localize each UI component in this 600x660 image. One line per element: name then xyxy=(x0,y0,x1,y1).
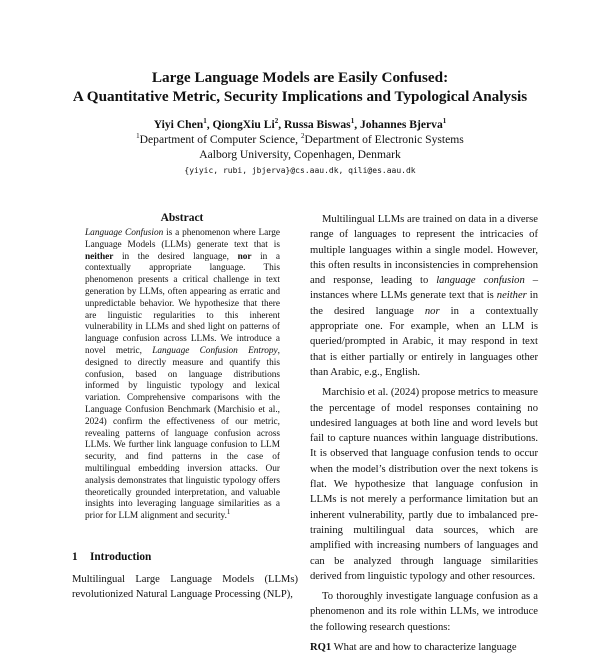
introduction-text-left: Multilingual Large Language Models (LLMs) revolutionized Natural Language Processing (NLP), xyxy=(72,574,298,600)
author: Russa Biswas$^1$ xyxy=(284,117,355,131)
affiliation-departments: $^1$Department of Computer Science, $^2$Department of Electronic Systems xyxy=(136,132,464,146)
author: Yiyi Chen$^1$ xyxy=(153,117,207,131)
title-line-1: Large Language Models are Easily Confused: xyxy=(151,69,449,86)
author-list: Yiyi Chen$^1$, QiongXiu Li$^2$, Russa Biswas$^1$, Johannes Bjerva$^1$ xyxy=(153,117,447,131)
right-column-text xyxy=(310,212,538,660)
author: QiongXiu Li$^2$ xyxy=(212,117,279,131)
abstract-heading: Abstract xyxy=(160,212,204,224)
footnote-mark: 1 xyxy=(226,508,231,517)
title-line-2: A Quantitative Metric, Security Implications and Typological Analysis xyxy=(72,88,528,105)
affiliation-university: Aalborg University, Copenhagen, Denmark xyxy=(199,148,401,161)
author-emails: {yiyic, rubi, jbjerva}@cs.aau.dk, qili@es.aau.dk xyxy=(184,166,416,175)
paragraph: To thoroughly investigate language confusion as a phenomenon and its role within LLMs, we introduce the following research questions: xyxy=(310,591,538,633)
paragraph: Multilingual LLMs are trained on data in a diverse range of languages to represent the intricacies of multiple languages within a single model. However, this often results in inconsistencies in comprehension and response, leading to language confusion – instances where LLMs generate text that is neither in the desired language nor in a contextually appropriate one. For example, when an LLM is queried/prompted in Arabic, it may respond in text that is either partially or entirely in languages other than Arabic, e.g., English. xyxy=(310,214,538,378)
paper-title xyxy=(0,68,600,106)
research-question: RQ1 What are and how to characterize language xyxy=(310,642,517,654)
abstract-body: Language Confusion is a phenomenon where Large Language Models (LLMs) generate text that is neither in the desired language, nor in a contextually appropriate language. This phenomenon presents a critical challenge in text generation by LLMs, often appearing as erratic and unpredictable behavior. We hypothesize that there are linguistic regularities to this inherent vulnerability in LLMs and shed light on patterns of language confusion across LLMs. We introduce a novel metric, Language Confusion Entropy, designed to directly measure and quantify this confusion, based on language distributions informed by linguistic typology and lexical variation. Comprehensive comparisons with the Language Confusion Benchmark (Marchisio et al., 2024) confirm the effectiveness of our metric, revealing patterns of language confusion across LLMs. We further link language confusion to LLM security, and find patterns in the case of multilingual embedding inversion attacks. Our analysis demonstrates that linguistic typology offers theoretically grounded interpretation, and valuable insights into leveraging language similarities as a prior for LLM alignment and security.$^1$ xyxy=(85,228,281,522)
paragraph: Marchisio et al. (2024) propose metrics to measure the percentage of model responses containing no undesired languages at both line and word levels but fail to capture nuances within language distributions. It is observed that language confusion tends to occur when the model’s distribution over the next tokens is flat. We hypothesize that language confusion in LLMs is not merely a performance limitation but an inherent vulnerability, partly due to imbalanced pre-training multilingual data sources, which are amplified with increasing numbers of languages and can be analyzed through language similarities derived from linguistic typology and other resources. xyxy=(310,387,538,582)
author: Johannes Bjerva$^1$ xyxy=(359,117,447,131)
section-heading-introduction: 1 Introduction xyxy=(72,551,152,563)
